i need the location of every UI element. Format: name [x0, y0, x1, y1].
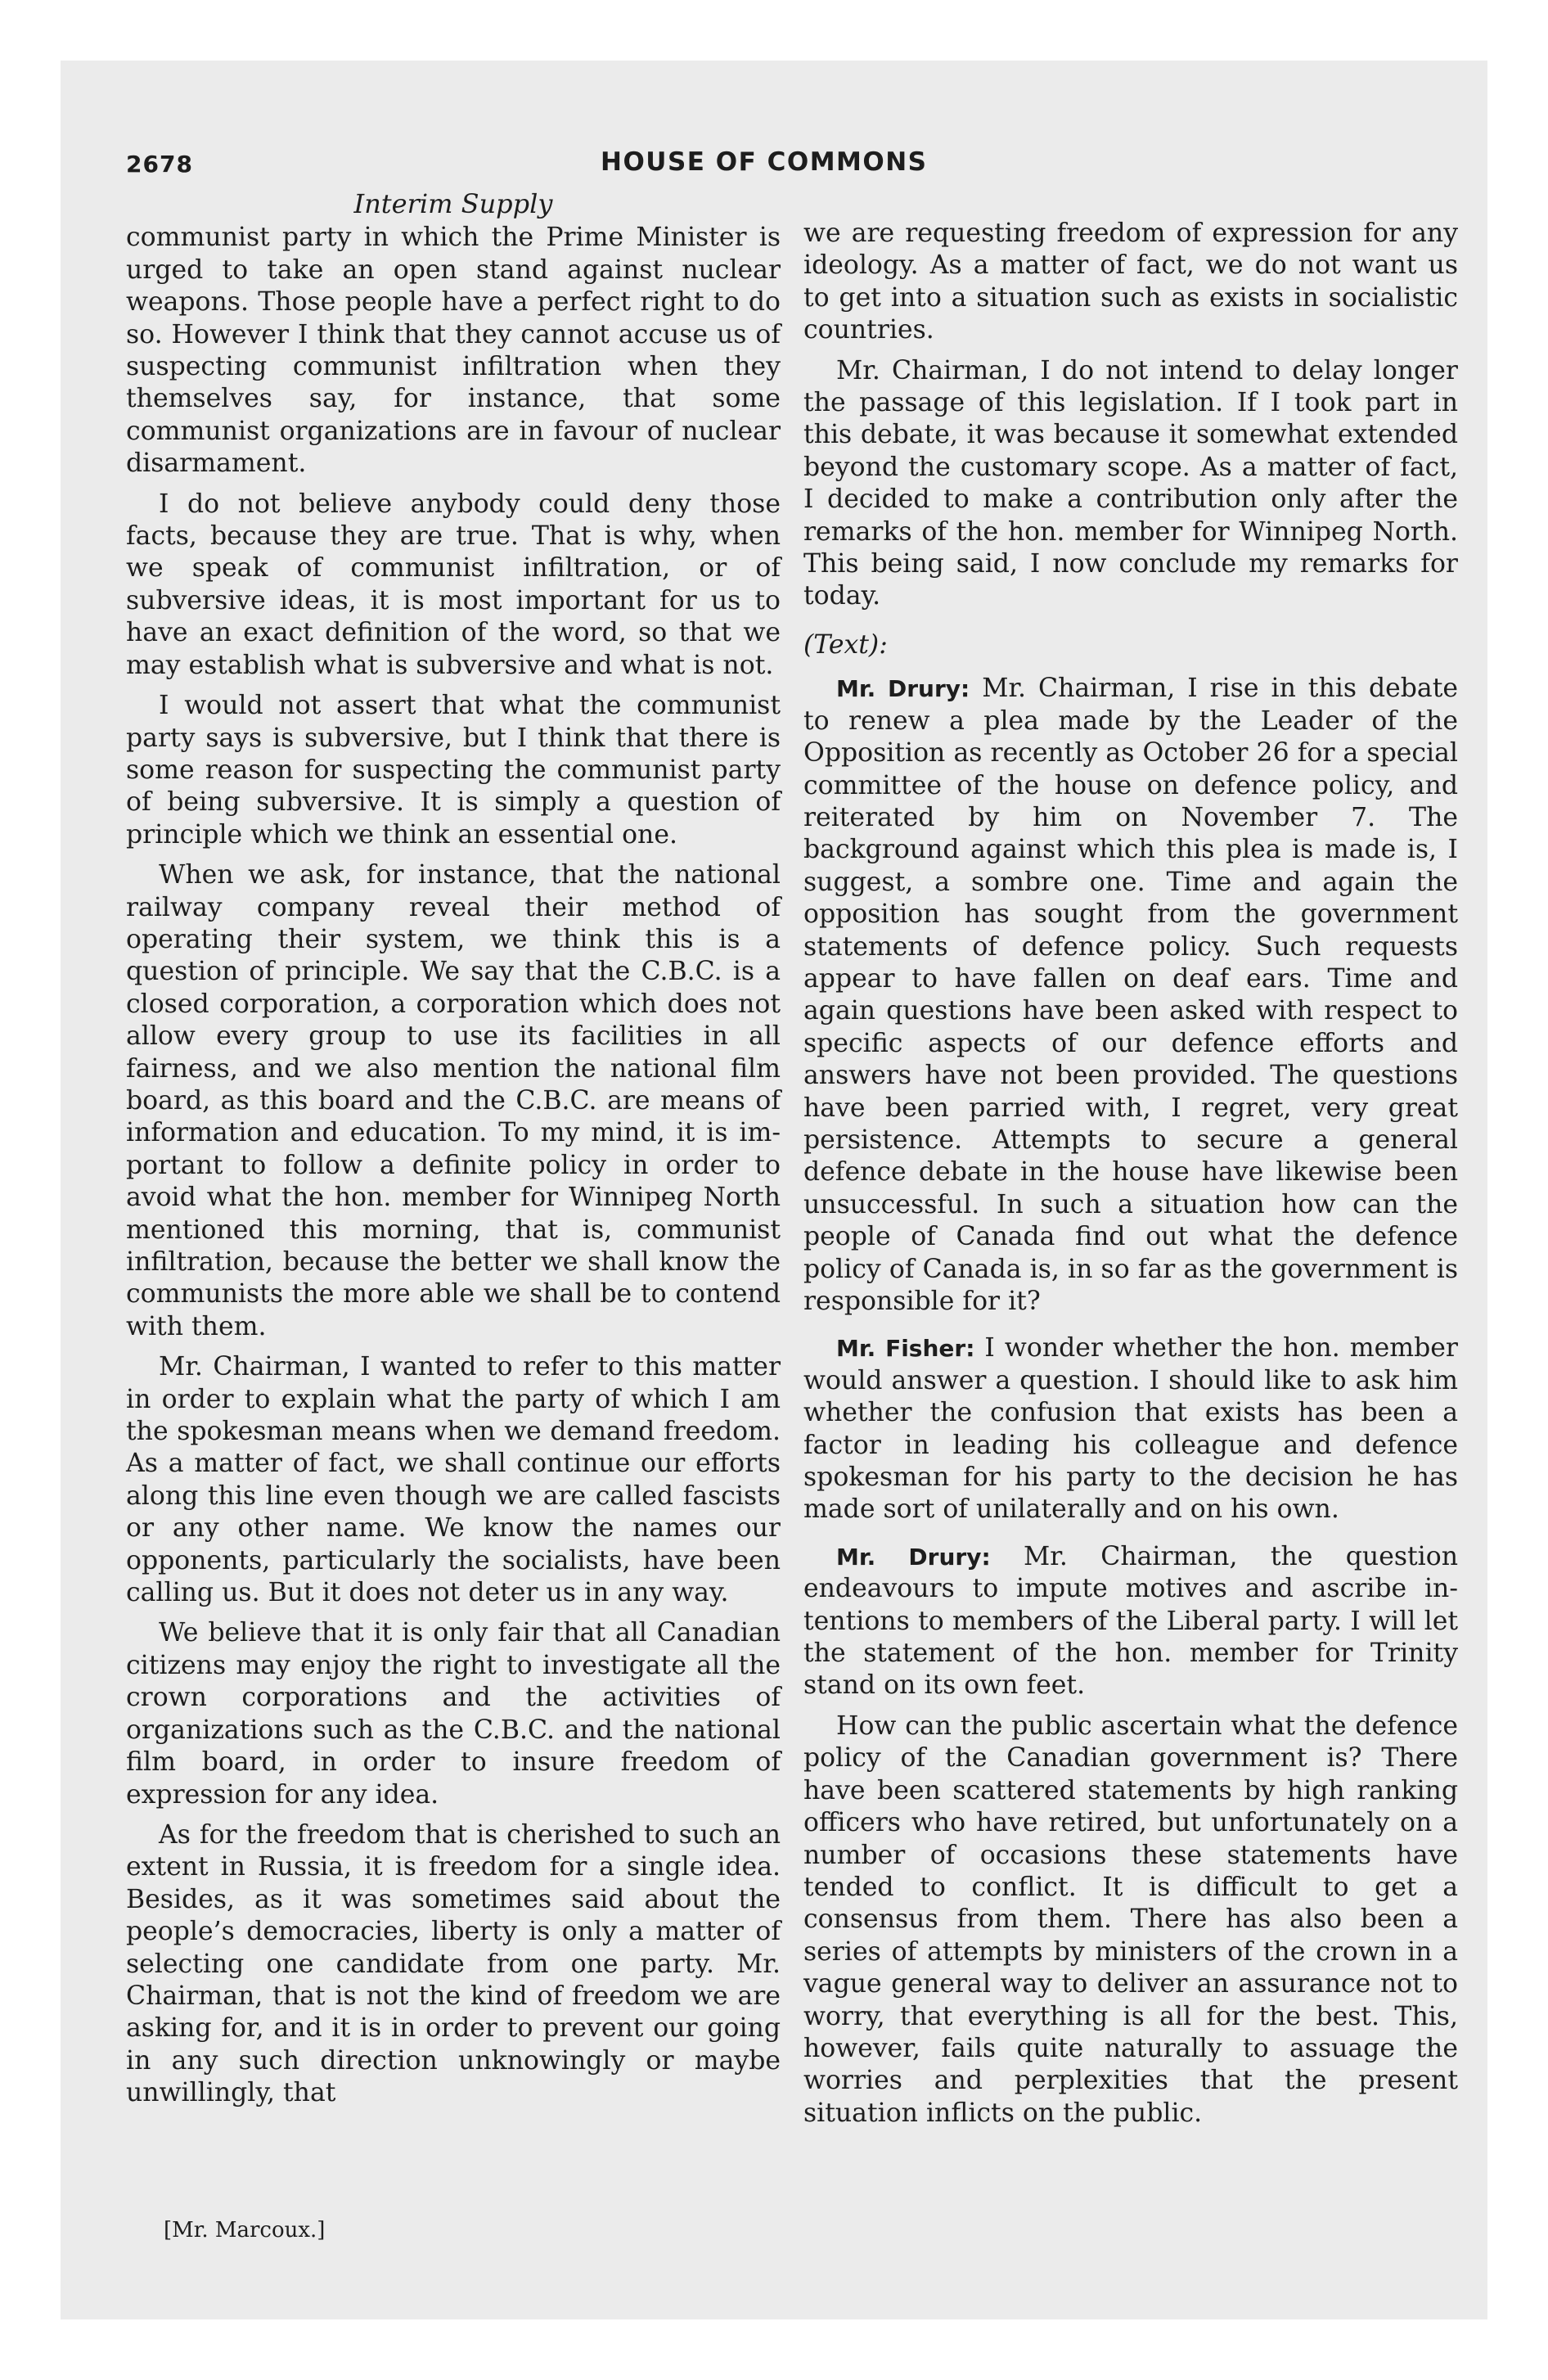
speech-text: I wonder whether the hon. member would answer a question. I should like to ask him whether the confusion that exists has been a factor in leading his colleague and defence spokesman for his party to the decision he has made sort of unilaterally and on his own.: [803, 1333, 1458, 1525]
paragraph: As for the freedom that is cherished to such an extent in Russia, it is freedom for a single idea. Besides, as it was sometimes said about the people’s democracies, liberty is only a matter of selecting one candidate from one party. Mr. Chairman, that is not the kind of freedom we are asking for, and it is in order to prevent our going in any such direction unknowingly or maybe unwillingly, that: [126, 1819, 781, 2108]
speech-fisher: [803, 1332, 1458, 1526]
paragraph: How can the public ascertain what the defence policy of the Canadian government is? There have been scattered statements by high ranking officers who have retired, but unfortunately on a number of occasions these statements have tended to conflict. It is difficult to get a consensus from them. There has also been a series of attempts by ministers of the crown in a vague general way to deliver an assurance not to worry, that everything is all for the best. This, however, fails quite naturally to assuage the worries and perplexities that the present situation inflicts on the public.: [803, 1711, 1458, 2128]
paragraph: I do not believe anybody could deny those facts, because they are true. That is why, when we speak of communist infiltration, or of subversive ideas, it is most important for us to have an exact definition of the word, so that we may establish what is subversive and what is not.: [126, 489, 781, 680]
speech-text: Mr. Chairman, the question endeavours to impute motives and ascribe intentions to members of the Liberal party. I will let the statement of the hon. member for Trinity stand on its own feet.: [803, 1541, 1459, 1701]
paragraph: Mr. Chairman, I do not intend to delay longer the passage of this legislation. If I took part in this debate, it was because it somewhat extended beyond the customary scope. As a matter of fact, I decided to make a contribution only after the remarks of the hon. member for Winnipeg North. This being said, I now conclude my remarks for today.: [803, 355, 1458, 611]
paragraph: I would not assert that what the communist party says is subversive, but I think that there is some reason for suspecting the communist party of being subversive. It is simply a question of principle which we think an essential one.: [126, 691, 781, 850]
running-head: [126, 144, 1427, 185]
paragraph: Mr. Chairman, I wanted to refer to this matter in order to explain what the party of which I am the spokesman means when we demand freedom. As a matter of fact, we shall continue our efforts along this line even though we are called fascists or any other name. We know the names our opponents, particularly the socialists, have been calling us. But it does not deter us in any way.: [126, 1352, 781, 1608]
journal-title: HOUSE OF COMMONS: [601, 147, 928, 177]
paragraph: We believe that it is only fair that all Canadian citizens may enjoy the right to investigate all the crown corporations and the activities of organizations such as the C.B.C. and the national film board, in order to insure freedom of expression for any idea.: [126, 1618, 781, 1810]
speaker-name: Mr. Fisher:: [836, 1335, 975, 1363]
paragraph: communist party in which the Prime Minister is urged to take an open stand against nuclear weapons. Those people have a perfect right to do so. However I think that they cannot accuse us of suspecting communist infiltration when they themselves say, for instance, that some communist organizations are in favour of nuclear disarmament.: [126, 223, 781, 479]
section-title: Interim Supply: [353, 188, 553, 219]
speaker-name: Mr. Drury:: [836, 1543, 991, 1571]
speech-text: Mr. Chairman, I rise in this debate to renew a plea made by the Leader of the Opposition as recently as October 26 for a special committee of the house on defence policy, and reiterated by him on November 7. The background against which this plea is made is, I suggest, a sombre one. Time and again the opposition has sought from the government statements of defence policy. Such requests appear to have fallen on deaf ears. Time and again questions have been asked with respect to specific aspects of our defence efforts and answers have not been provided. The questions have been parried with, I regret, very great persistence. Attempts to secure a general defence debate in the house have likewise been unsuccessful. In such a situation how can the people of Canada find out what the defence policy of Canada is, in so far as the government is responsible for it?: [803, 674, 1458, 1316]
text-marker: (Text):: [803, 629, 888, 660]
left-column: [126, 188, 781, 2118]
page-number: 2678: [126, 151, 193, 178]
speaker-attribution: [Mr. Marcoux.]: [164, 2218, 326, 2243]
speech-drury: [803, 1541, 1458, 1702]
speaker-name: Mr. Drury:: [836, 675, 970, 703]
speech-drury: [803, 673, 1458, 1318]
paragraph: When we ask, for instance, that the national railway company reveal their method of operating their system, we think this is a question of principle. We say that the C.B.C. is a closed corporation, a corporation which does not allow every group to use its facilities in all fairness, and we also mention the national film board, as this board and the C.B.C. are means of information and education. To my mind, it is important to follow a definite policy in order to avoid what the hon. member for Winnipeg North mentioned this morning, that is, communist infiltration, because the better we shall know the communists the more able we shall be to contend with them.: [126, 860, 781, 1341]
paragraph: we are requesting freedom of expression for any ideology. As a matter of fact, we do not want us to get into a situation such as exists in socialistic countries.: [803, 219, 1458, 345]
right-column: [803, 218, 1458, 2138]
